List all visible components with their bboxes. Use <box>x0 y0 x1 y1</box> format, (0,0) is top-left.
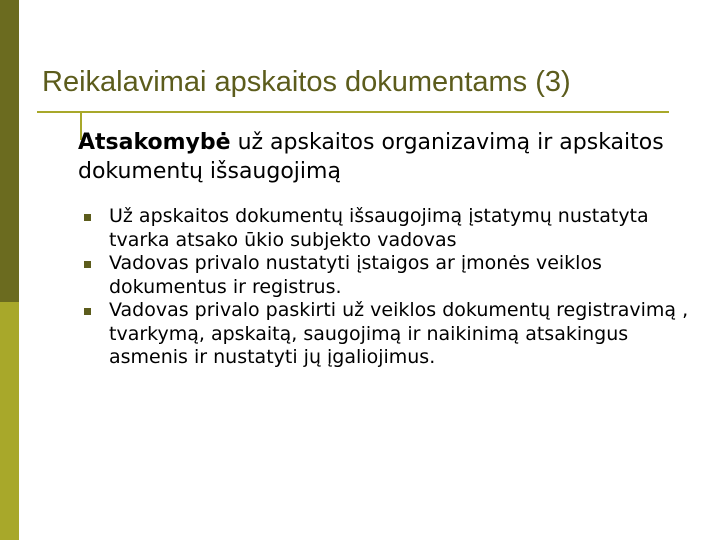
square-bullet-icon <box>84 308 91 315</box>
square-bullet-icon <box>84 261 91 268</box>
bullet-item <box>83 205 703 252</box>
title-underline <box>37 111 669 113</box>
bullet-item <box>83 252 703 299</box>
intro-text <box>78 128 698 186</box>
slide-title: Reikalavimai apskaitos dokumentams (3) <box>42 66 571 98</box>
bullet-item <box>83 299 703 370</box>
bullet-list <box>83 205 703 370</box>
intro-rest: už apskaitos organizavimą ir apskaitos dokumentų išsaugojimą <box>78 130 664 184</box>
intro-bold: Atsakomybė <box>78 130 231 155</box>
square-bullet-icon <box>84 214 91 221</box>
left-accent-bar-bottom <box>0 302 19 540</box>
bullet-text: Vadovas privalo paskirti už veiklos dokumentų registravimą , tvarkymą, apskaitą, saugojimą ir naikinimą atsakingus asmenis ir nustatyti jų įgaliojimus. <box>109 299 689 368</box>
bullet-text: Už apskaitos dokumentų išsaugojimą įstatymų nustatyta tvarka atsako ūkio subjekto vadovas <box>109 205 649 251</box>
left-accent-bar-top <box>0 0 19 302</box>
bullet-text: Vadovas privalo nustatyti įstaigos ar įmonės veiklos dokumentus ir registrus. <box>109 252 602 298</box>
